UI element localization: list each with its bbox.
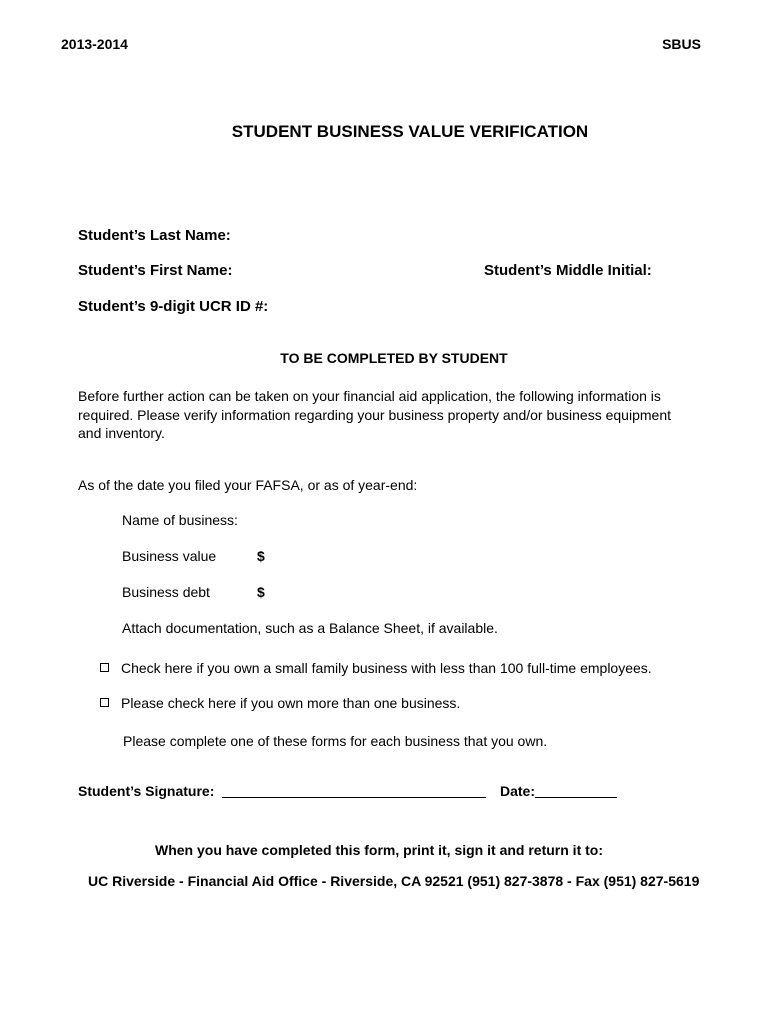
date-row	[500, 781, 617, 799]
forms-per-business-note: Please complete one of these forms for each business that you own.	[123, 733, 548, 749]
form-title: STUDENT BUSINESS VALUE VERIFICATION	[231, 122, 589, 141]
business-debt-label: Business debt	[122, 584, 210, 600]
header-form-code: SBUS	[662, 36, 701, 52]
small-business-checkbox-label: Check here if you own a small family business with less than 100 full-time employees.	[121, 660, 652, 676]
business-value-label: Business value	[122, 548, 217, 564]
business-debt-currency: $	[257, 584, 265, 600]
return-address: UC Riverside - Financial Aid Office - Riverside, CA 92521 (951) 827-3878 - Fax (951) 827-5619	[88, 873, 700, 889]
middle-initial-label: Student’s Middle Initial:	[484, 262, 652, 279]
multiple-business-checkbox-label: Please check here if you own more than one business.	[121, 695, 461, 711]
header-year: 2013-2014	[61, 36, 128, 52]
last-name-label: Student’s Last Name:	[78, 227, 231, 244]
date-line[interactable]	[535, 783, 617, 798]
as-of-date-text: As of the date you filed your FAFSA, or as of year-end:	[78, 477, 418, 493]
small-business-checkbox[interactable]	[100, 663, 109, 672]
section-heading: TO BE COMPLETED BY STUDENT	[280, 350, 508, 366]
signature-line[interactable]	[222, 783, 486, 798]
signature-row	[78, 781, 486, 799]
signature-label: Student’s Signature:	[78, 783, 215, 799]
multiple-business-checkbox-row[interactable]	[100, 695, 460, 711]
attach-documentation-text: Attach documentation, such as a Balance Sheet, if available.	[122, 620, 498, 636]
first-name-label: Student’s First Name:	[78, 262, 233, 279]
small-business-checkbox-row[interactable]	[100, 660, 652, 676]
return-instruction: When you have completed this form, print it, sign it and return it to:	[154, 842, 603, 858]
intro-paragraph: Before further action can be taken on your financial aid application, the following information is required. Please verify information regarding your business property and/or business equipment and inventory.	[78, 388, 671, 441]
date-label: Date:	[500, 783, 536, 799]
business-value-currency: $	[257, 548, 265, 564]
business-name-label: Name of business:	[122, 512, 238, 528]
multiple-business-checkbox[interactable]	[100, 698, 109, 707]
ucr-id-label: Student’s 9-digit UCR ID #:	[78, 298, 269, 315]
